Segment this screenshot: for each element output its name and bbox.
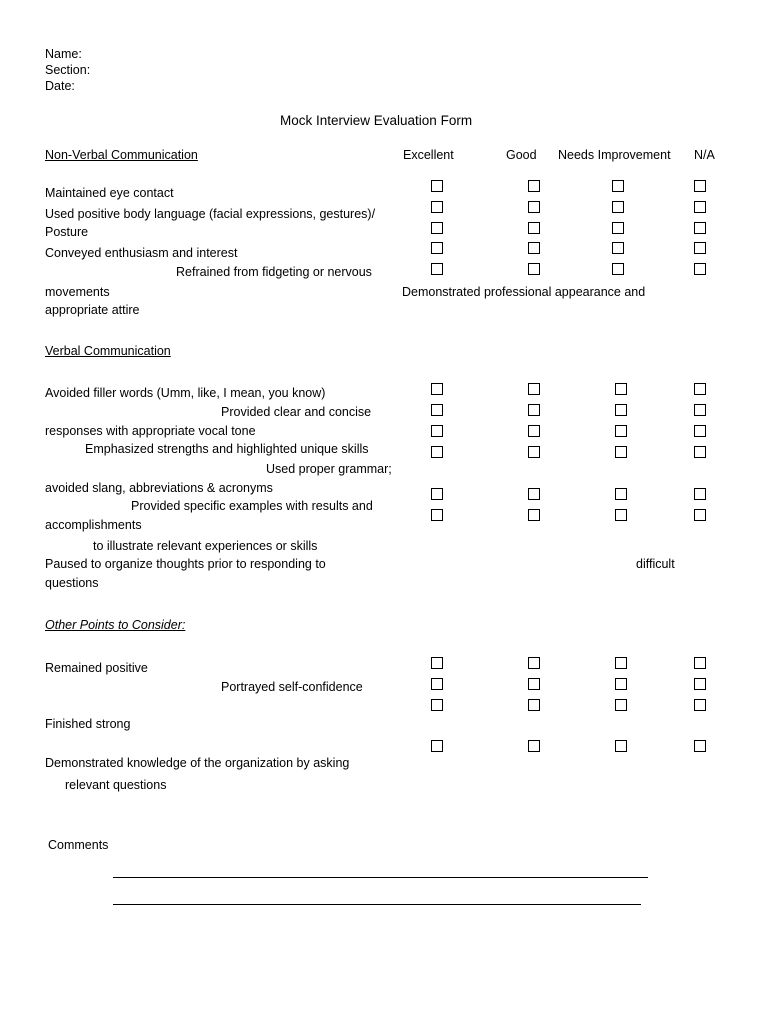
rating-checkbox[interactable] bbox=[528, 699, 540, 711]
rating-checkbox[interactable] bbox=[431, 425, 443, 437]
rating-checkbox[interactable] bbox=[431, 222, 443, 234]
criterion-text: movements bbox=[45, 285, 110, 299]
criterion-text: Maintained eye contact bbox=[45, 186, 174, 200]
rating-checkbox[interactable] bbox=[612, 222, 624, 234]
criterion-text: Demonstrated knowledge of the organization by asking bbox=[45, 756, 350, 770]
rating-checkbox[interactable] bbox=[615, 657, 627, 669]
column-header-excellent: Excellent bbox=[403, 148, 454, 162]
rating-checkbox[interactable] bbox=[615, 509, 627, 521]
rating-checkbox[interactable] bbox=[528, 201, 540, 213]
criterion-text: Posture bbox=[45, 225, 89, 239]
rating-checkbox[interactable] bbox=[612, 242, 624, 254]
rating-checkbox[interactable] bbox=[694, 425, 706, 437]
comments-line[interactable] bbox=[113, 904, 641, 905]
rating-checkbox[interactable] bbox=[431, 201, 443, 213]
name-label: Name: bbox=[45, 47, 82, 61]
criterion-text: Used proper grammar; bbox=[266, 462, 392, 476]
section-heading-nonverbal: Non-Verbal Communication bbox=[45, 148, 198, 162]
criterion-text: Emphasized strengths and highlighted unique skills bbox=[85, 442, 369, 456]
comments-label: Comments bbox=[48, 838, 109, 852]
rating-checkbox[interactable] bbox=[431, 383, 443, 395]
rating-checkbox[interactable] bbox=[431, 446, 443, 458]
rating-checkbox[interactable] bbox=[528, 740, 540, 752]
rating-checkbox[interactable] bbox=[694, 699, 706, 711]
rating-checkbox[interactable] bbox=[431, 404, 443, 416]
rating-checkbox[interactable] bbox=[694, 488, 706, 500]
rating-checkbox[interactable] bbox=[431, 488, 443, 500]
rating-checkbox[interactable] bbox=[615, 699, 627, 711]
rating-checkbox[interactable] bbox=[615, 678, 627, 690]
rating-checkbox[interactable] bbox=[694, 222, 706, 234]
rating-checkbox[interactable] bbox=[694, 404, 706, 416]
criterion-text: Refrained from fidgeting or nervous bbox=[176, 265, 372, 279]
rating-checkbox[interactable] bbox=[528, 425, 540, 437]
rating-checkbox[interactable] bbox=[615, 446, 627, 458]
rating-checkbox[interactable] bbox=[694, 678, 706, 690]
column-header-good: Good bbox=[506, 148, 537, 162]
section-heading-other: Other Points to Consider: bbox=[45, 618, 186, 632]
form-title: Mock Interview Evaluation Form bbox=[280, 113, 473, 128]
criterion-text: relevant questions bbox=[65, 778, 167, 792]
rating-checkbox[interactable] bbox=[528, 222, 540, 234]
rating-checkbox[interactable] bbox=[528, 383, 540, 395]
column-header-needs-improvement: Needs Improvement bbox=[558, 148, 671, 162]
rating-checkbox[interactable] bbox=[694, 657, 706, 669]
rating-checkbox[interactable] bbox=[528, 446, 540, 458]
rating-checkbox[interactable] bbox=[615, 740, 627, 752]
rating-checkbox[interactable] bbox=[528, 488, 540, 500]
rating-checkbox[interactable] bbox=[694, 509, 706, 521]
criterion-text: Remained positive bbox=[45, 661, 148, 675]
criterion-text: accomplishments bbox=[45, 518, 142, 532]
column-header-na: N/A bbox=[694, 148, 715, 162]
criterion-text: Used positive body language (facial expressions, gestures)/ bbox=[45, 207, 376, 221]
criterion-text: Conveyed enthusiasm and interest bbox=[45, 246, 238, 260]
criterion-text: Demonstrated professional appearance and bbox=[402, 285, 646, 299]
rating-checkbox[interactable] bbox=[615, 404, 627, 416]
rating-checkbox[interactable] bbox=[431, 180, 443, 192]
rating-checkbox[interactable] bbox=[694, 242, 706, 254]
criterion-text: avoided slang, abbreviations & acronyms bbox=[45, 481, 273, 495]
rating-checkbox[interactable] bbox=[528, 657, 540, 669]
rating-checkbox[interactable] bbox=[528, 180, 540, 192]
rating-checkbox[interactable] bbox=[694, 740, 706, 752]
criterion-text: Portrayed self-confidence bbox=[221, 680, 363, 694]
rating-checkbox[interactable] bbox=[431, 263, 443, 275]
rating-checkbox[interactable] bbox=[694, 263, 706, 275]
date-label: Date: bbox=[45, 79, 75, 93]
rating-checkbox[interactable] bbox=[612, 201, 624, 213]
rating-checkbox[interactable] bbox=[431, 242, 443, 254]
rating-checkbox[interactable] bbox=[528, 263, 540, 275]
rating-checkbox[interactable] bbox=[694, 446, 706, 458]
rating-checkbox[interactable] bbox=[431, 509, 443, 521]
criterion-text: responses with appropriate vocal tone bbox=[45, 424, 256, 438]
section-label: Section: bbox=[45, 63, 91, 77]
criterion-text: questions bbox=[45, 576, 99, 590]
rating-checkbox[interactable] bbox=[615, 383, 627, 395]
rating-checkbox[interactable] bbox=[431, 740, 443, 752]
criterion-text: Paused to organize thoughts prior to responding to bbox=[45, 557, 326, 571]
rating-checkbox[interactable] bbox=[528, 404, 540, 416]
section-heading-verbal: Verbal Communication bbox=[45, 344, 171, 358]
rating-checkbox[interactable] bbox=[431, 678, 443, 690]
rating-checkbox[interactable] bbox=[528, 509, 540, 521]
criterion-text: difficult bbox=[636, 557, 675, 571]
rating-checkbox[interactable] bbox=[694, 180, 706, 192]
rating-checkbox[interactable] bbox=[615, 488, 627, 500]
criterion-text: Finished strong bbox=[45, 717, 131, 731]
rating-checkbox[interactable] bbox=[431, 657, 443, 669]
criterion-text: Provided specific examples with results and bbox=[131, 499, 373, 513]
rating-checkbox[interactable] bbox=[694, 201, 706, 213]
rating-checkbox[interactable] bbox=[615, 425, 627, 437]
rating-checkbox[interactable] bbox=[612, 263, 624, 275]
rating-checkbox[interactable] bbox=[694, 383, 706, 395]
rating-checkbox[interactable] bbox=[528, 678, 540, 690]
rating-checkbox[interactable] bbox=[612, 180, 624, 192]
rating-checkbox[interactable] bbox=[431, 699, 443, 711]
criterion-text: to illustrate relevant experiences or skills bbox=[93, 539, 318, 553]
rating-checkbox[interactable] bbox=[528, 242, 540, 254]
criterion-text: appropriate attire bbox=[45, 303, 140, 317]
criterion-text: Avoided filler words (Umm, like, I mean, you know) bbox=[45, 386, 326, 400]
criterion-text: Provided clear and concise bbox=[221, 405, 372, 419]
comments-line[interactable] bbox=[113, 877, 648, 878]
